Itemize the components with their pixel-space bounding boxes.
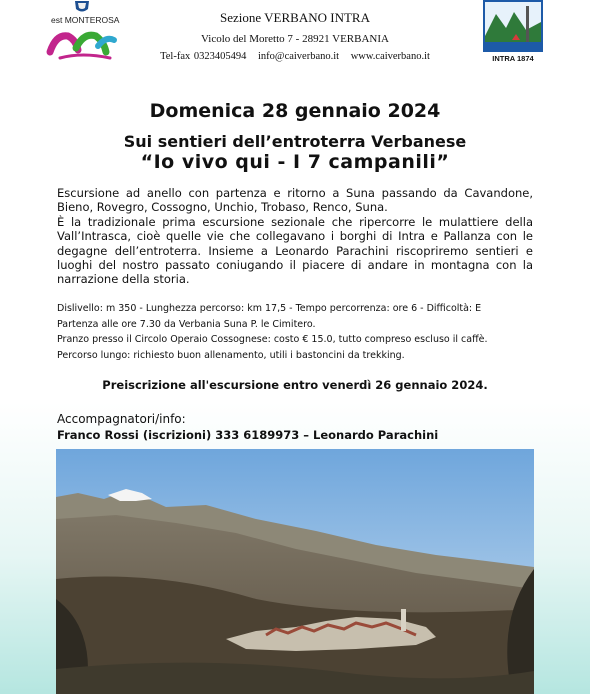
preregistration-notice: Preiscrizione all'escursione entro venerdì 26 gennaio 2024.: [102, 378, 488, 392]
trip-details: [57, 301, 537, 363]
website-link[interactable]: www.caiverbano.it: [350, 51, 430, 62]
contacts-label: Accompagnatori/info:: [57, 412, 186, 426]
event-subtitle: Sui sentieri dell’entroterra Verbanese: [123, 132, 467, 151]
cai-intra-logo: [482, 0, 544, 64]
detail-line-difficulty: Dislivello: m 350 - Lunghezza percorso: km 17,5 - Tempo percorrenza: ore 6 - Difficoltà: E: [57, 303, 482, 314]
email-link[interactable]: info@caiverbano.it: [257, 51, 340, 62]
svg-text:INTRA 1874: [492, 54, 534, 63]
contacts-names: Franco Rossi (iscrizioni) 333 6189973 – Leonardo Parachini: [57, 428, 439, 442]
detail-line-requirements: Percorso lungo: richiesto buon allenamento, utili i bastoncini da trekking.: [57, 349, 405, 361]
detail-line-lunch: Pranzo presso il Circolo Operaio Cossognese: costo € 15.0, tutto compreso escluso il caffè.: [57, 334, 488, 345]
section-name: Sezione VERBANO INTRA: [220, 10, 370, 25]
event-quote-title: “Io vivo qui - I 7 campanili”: [140, 151, 450, 173]
detail-line-departure: Partenza alle ore 7.30 da Verbania Suna P. le Cimitero.: [57, 318, 316, 330]
logo-left-text: est MONTEROSA: [51, 15, 120, 25]
address: Vicolo del Moretto 7 - 28921 VERBANIA: [201, 33, 389, 45]
description-paragraph-2: È la tradizionale prima escursione sezionale che ripercorre le mulattiere della Vall’Intrasca, cioè quelle vie che collegavano i borghi di Intra e Pallanza con le degagne dell’entroterra. Insieme a Leonardo Parachini riscopriremo sentieri e luoghi del nostro passato coniugando il piacere di andare in montagna con la narrazione della storia.: [57, 215, 533, 287]
landscape-photo: [56, 449, 534, 694]
description-paragraph-1: Escursione ad anello con partenza e ritorno a Suna passando da Cavandone, Bieno, Rovegro, Cossogno, Unchio, Trobaso, Renco, Suna.: [57, 186, 533, 215]
logo-right-text: INTRA 1874: [492, 54, 534, 63]
phone: Tel-fax 0323405494: [160, 51, 247, 62]
event-date-title: Domenica 28 gennaio 2024: [149, 100, 441, 122]
